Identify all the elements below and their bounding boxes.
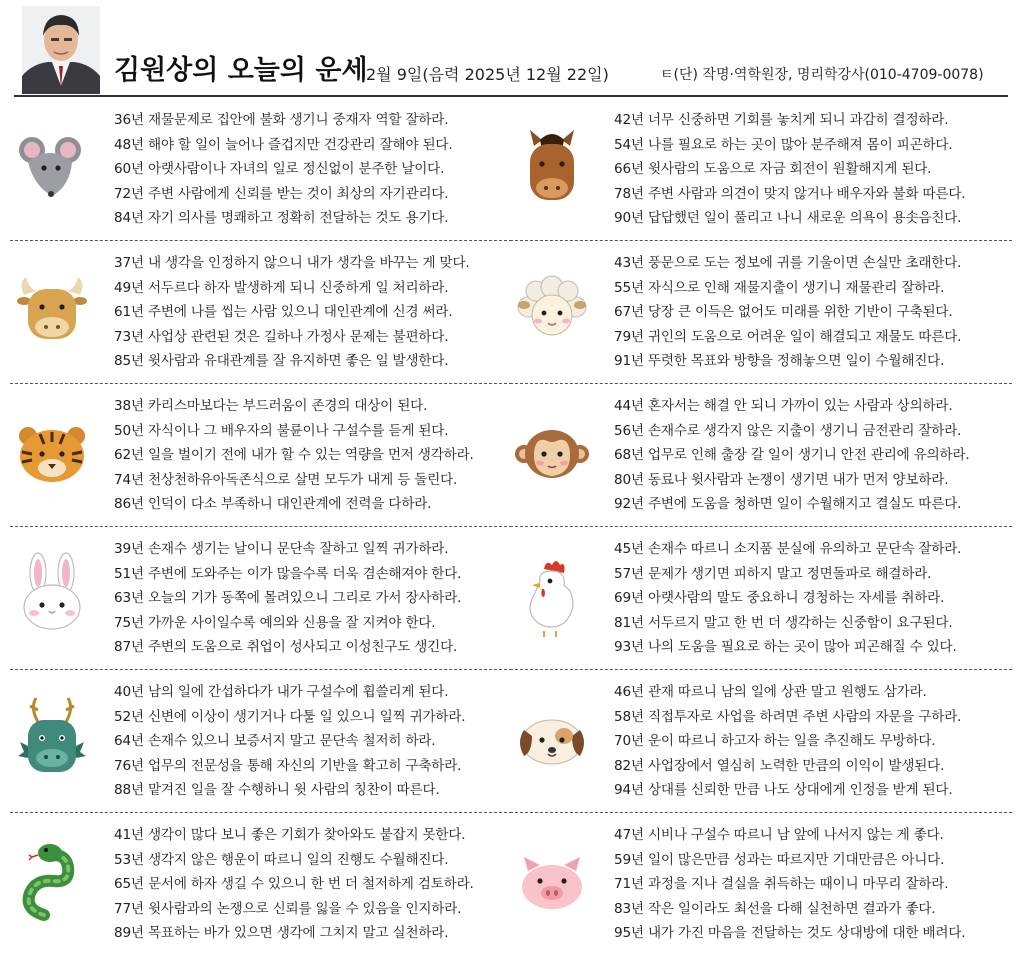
fortune-line: 78년 주변 사람과 의견이 맞지 않거나 배우자와 불화 따른다. [614,185,966,202]
monkey-icon [514,408,590,496]
zodiac-section-snake [10,813,512,956]
rooster-icon [514,551,590,639]
fortune-line: 66년 윗사람의 도움으로 자금 회전이 원활해지게 된다. [614,161,932,177]
fortune-lines [614,537,1012,660]
fortune-line: 71년 과정을 지나 결실을 취득하는 때이니 마무리 잘하라. [614,876,949,892]
fortune-line: 59년 일이 많은만큼 성과는 따르지만 기대만큼은 아니다. [614,851,945,868]
fortune-line: 87년 주변의 도움으로 취업이 성사되고 이성친구도 생긴다. [114,639,458,655]
fortune-line: 68년 업무로 인해 출장 갈 일이 생기니 안전 관리에 유의하라. [614,447,970,463]
fortune-line: 86년 인덕이 다소 부족하니 대인관계에 전력을 다하라. [114,496,432,512]
zodiac-section-rabbit [10,527,512,670]
fortune-lines [614,823,1012,946]
fortune-lines [114,823,512,946]
fortune-line: 65년 문서에 하자 생길 수 있으니 한 번 더 철저하게 검토하라. [114,876,474,892]
dog-icon [514,694,590,782]
fortune-line: 82년 사업장에서 열심히 노력한 만큼의 이익이 발생된다. [614,757,945,774]
fortune-lines [614,394,1012,517]
fortune-line: 83년 작은 일이라도 최선을 다해 실천하면 결과가 좋다. [614,900,936,917]
zodiac-section-rooster [510,527,1012,670]
fortune-line: 41년 생각이 많다 보니 좋은 기회가 찾아와도 붙잡지 못한다. [114,827,466,843]
fortune-lines [614,680,1012,803]
pig-icon [514,837,590,925]
fortune-line: 37년 내 생각을 인정하지 않으니 내가 생각을 바꾸는 게 맞다. [114,255,470,271]
fortune-line: 50년 자식이나 그 배우자의 불륜이나 구설수를 듣게 된다. [114,422,449,439]
fortune-line: 49년 서두르다 하자 발생하게 되니 신중하게 일 처리하라. [114,279,449,296]
fortune-line: 53년 생각지 않은 행운이 따르니 일의 진행도 수월해진다. [114,851,449,868]
fortune-line: 51년 주변에 도와주는 이가 많을수록 더욱 겸손해져야 한다. [114,565,462,582]
column-header [0,0,1024,96]
zodiac-section-rat [10,98,512,241]
fortune-line: 36년 재물문제로 집안에 불화 생기니 중재자 역할 잘하라. [114,112,449,128]
zodiac-section-dragon [10,670,512,813]
zodiac-section-monkey [510,384,1012,527]
zodiac-section-sheep [510,241,1012,384]
fortune-line: 93년 나의 도움을 필요로 하는 곳이 많아 피곤해질 수 있다. [614,639,957,655]
fortune-lines [614,251,1012,374]
fortune-line: 88년 맡겨진 일을 잘 수행하니 윗 사람의 칭찬이 따른다. [114,782,440,798]
fortune-line: 61년 주변에 나를 씹는 사람 있으니 대인관계에 신경 써라. [114,304,453,320]
fortune-line: 42년 너무 신중하면 기회를 놓치게 되니 과감히 결정하라. [614,112,949,128]
fortune-line: 40년 남의 일에 간섭하다가 내가 구설수에 휩쓸리게 된다. [114,684,449,700]
snake-icon [14,837,90,925]
fortune-line: 90년 답답했던 일이 풀리고 나니 새로운 의욕이 용솟음친다. [614,210,962,226]
fortune-line: 73년 사업상 관련된 것은 길하나 가정사 문제는 불편하다. [114,328,449,345]
fortune-line: 56년 손재수로 생각지 않은 지출이 생기니 금전관리 잘하라. [614,422,962,439]
sheep-icon [514,265,590,353]
fortune-line: 57년 문제가 생기면 피하지 말고 정면돌파로 해결하라. [614,565,932,582]
fortune-line: 69년 아랫사람의 말도 중요하니 경청하는 자세를 취하라. [614,590,945,606]
fortune-line: 91년 뚜렷한 목표와 방향을 정해놓으면 일이 수월해진다. [614,353,945,369]
header-divider [14,95,1008,97]
fortune-line: 58년 직접투자로 사업을 하려면 주변 사람의 자문을 구하라. [614,708,962,725]
rabbit-icon [14,551,90,639]
tiger-icon [14,408,90,496]
fortune-lines [114,680,512,803]
fortune-line: 74년 천상천하유아독존식으로 살면 모두가 내게 등 돌린다. [114,471,458,488]
author-info: ㅌ(단) 작명·역학원장, 명리학강사(010-4709-0078) [660,67,984,83]
fortune-line: 64년 손재수 있으니 보증서지 말고 문단속 철저히 하라. [114,733,436,749]
fortune-line: 60년 아랫사람이나 자녀의 일로 정신없이 분주한 날이다. [114,161,445,177]
fortune-line: 46년 관재 따르니 남의 일에 상관 말고 원행도 삼가라. [614,684,927,700]
fortune-line: 89년 목표하는 바가 있으면 생각에 그치지 말고 실천하라. [114,925,449,941]
fortune-line: 79년 귀인의 도움으로 어려운 일이 해결되고 재물도 따른다. [614,328,962,345]
zodiac-section-pig [510,813,1012,956]
fortune-lines [114,108,512,231]
fortune-line: 43년 풍문으로 도는 정보에 귀를 기울이면 손실만 초래한다. [614,255,962,271]
fortune-line: 44년 혼자서는 해결 안 되니 가까이 있는 사람과 상의하라. [614,398,953,414]
fortune-line: 48년 해야 할 일이 늘어나 즐겁지만 건강관리 잘해야 된다. [114,136,453,153]
fortune-lines [114,537,512,660]
fortune-lines [614,108,1012,231]
fortune-line: 52년 신변에 이상이 생기거나 다툴 일 있으니 일찍 귀가하라. [114,708,466,725]
zodiac-section-ox [10,241,512,384]
fortune-line: 67년 당장 큰 이득은 없어도 미래를 위한 기반이 구축된다. [614,304,953,320]
fortune-line: 38년 카리스마보다는 부드러움이 존경의 대상이 된다. [114,398,428,414]
fortune-line: 39년 손재수 생기는 날이니 문단속 잘하고 일찍 귀가하라. [114,541,449,557]
fortune-line: 47년 시비나 구설수 따르니 남 앞에 나서지 않는 게 좋다. [614,827,944,843]
fortune-line: 55년 자식으로 인해 재물지출이 생기니 재물관리 잘하라. [614,279,945,296]
fortune-line: 62년 일을 벌이기 전에 내가 할 수 있는 역량을 먼저 생각하라. [114,447,474,463]
fortune-lines [114,394,512,517]
fortune-line: 70년 운이 따르니 하고자 하는 일을 추진해도 무방하다. [614,733,936,749]
fortune-line: 75년 가까운 사이일수록 예의와 신용을 잘 지켜야 한다. [114,614,436,631]
fortune-line: 94년 상대를 신뢰한 만큼 나도 상대에게 인정을 받게 된다. [614,782,953,798]
fortune-line: 92년 주변에 도움을 청하면 일이 수월해지고 결실도 따른다. [614,496,962,512]
page-title: 김원상의 오늘의 운세 [114,55,368,86]
dragon-icon [14,694,90,782]
fortune-line: 77년 윗사람과의 논쟁으로 신뢰를 잃을 수 있음을 인지하라. [114,900,462,917]
horse-icon [514,122,590,210]
fortune-line: 72년 주변 사람에게 신뢰를 받는 것이 최상의 자기관리다. [114,185,449,202]
fortune-line: 54년 나를 필요로 하는 곳이 많아 분주해져 몸이 피곤하다. [614,136,953,153]
fortune-line: 80년 동료나 윗사람과 논쟁이 생기면 내가 먼저 양보하라. [614,471,949,488]
ox-icon [14,265,90,353]
fortune-line: 85년 윗사람과 유대관계를 잘 유지하면 좋은 일 발생한다. [114,353,449,369]
date-label: 2월 9일(음력 2025년 12월 22일) [366,65,609,84]
fortune-lines [114,251,512,374]
author-photo [22,6,100,94]
fortune-line: 45년 손재수 따르니 소지품 분실에 유의하고 문단속 잘하라. [614,541,962,557]
fortune-line: 81년 서두르지 말고 한 번 더 생각하는 신중함이 요구된다. [614,614,953,631]
fortune-line: 95년 내가 가진 마음을 전달하는 것도 상대방에 대한 배려다. [614,925,966,941]
fortune-line: 84년 자기 의사를 명쾌하고 정확히 전달하는 것도 용기다. [114,210,449,226]
fortune-line: 63년 오늘의 기가 동쪽에 몰려있으니 그리로 가서 장사하라. [114,590,462,606]
right-column [510,98,1012,956]
zodiac-section-tiger [10,384,512,527]
fortune-line: 76년 업무의 전문성을 통해 자신의 기반을 확고히 구축하라. [114,757,462,774]
left-column [10,98,512,956]
zodiac-section-horse [510,98,1012,241]
zodiac-section-dog [510,670,1012,813]
rat-icon [14,122,90,210]
